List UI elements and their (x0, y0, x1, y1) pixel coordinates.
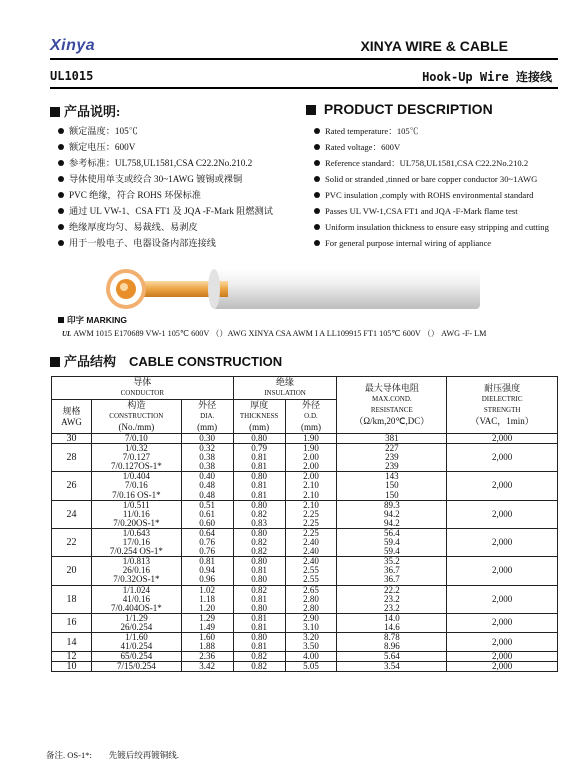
construction-cell: 1/1.29 26/0.254 (91, 613, 181, 632)
dia-cell: 0.51 0.61 0.60 (181, 500, 233, 528)
description-item: PVC insulation ,comply with ROHS environmental standard (314, 187, 549, 203)
subheader-rule (50, 87, 558, 89)
description-item: 额定电压：600V (58, 139, 273, 155)
od-cell: 4.00 (285, 652, 337, 662)
wire-illustration (104, 265, 482, 313)
bullet-icon (58, 208, 64, 214)
resistance-cell: 143 150 150 (337, 472, 447, 500)
bullet-icon (58, 128, 64, 134)
dia-cell: 3.42 (181, 662, 233, 672)
description-cn-list (58, 123, 273, 251)
table-body (52, 434, 558, 672)
dia-header: 外径 DIA. (mm) (181, 400, 233, 434)
product-subtitle: Hook-Up Wire 连接线 (422, 70, 552, 84)
marking-text: UL AWM 1015 E170689 VW-1 105℃ 600V （）AWG XINYA CSA AWM I A LL109915 FT1 105℃ 600V （） AWG -F- LM (62, 329, 487, 338)
bullet-icon (314, 208, 320, 214)
strength-cell: 2,000 (447, 662, 558, 672)
bullet-icon (58, 240, 64, 246)
resistance-cell: 3.54 (337, 662, 447, 672)
awg-cell: 30 (52, 434, 92, 444)
thickness-cell: 0.80 0.82 0.82 (233, 528, 285, 556)
header-rule (50, 58, 558, 60)
description-item: Rated temperature：105℃ (314, 123, 549, 139)
description-en-heading: PRODUCT DESCRIPTION (306, 101, 493, 117)
strength-cell: 2,000 (447, 585, 558, 613)
dia-cell: 0.81 0.94 0.96 (181, 557, 233, 585)
thickness-cell: 0.79 0.81 0.81 (233, 444, 285, 472)
strength-cell: 2,000 (447, 528, 558, 556)
bullet-icon (314, 176, 320, 182)
description-item: Rated voltage：600V (314, 139, 549, 155)
resistance-header: 最大导体电阻 MAX.COND. RESISTANCE （Ω/km,20℃,DC） (337, 377, 447, 434)
bullet-icon (58, 176, 64, 182)
awg-cell: 22 (52, 528, 92, 556)
resistance-cell: 227 239 239 (337, 444, 447, 472)
table-row (52, 632, 558, 651)
od-cell: 1.90 (285, 434, 337, 444)
description-item: 参考标准：UL758,UL1581,CSA C22.2No.210.2 (58, 155, 273, 171)
table-row (52, 613, 558, 632)
bullet-icon (314, 192, 320, 198)
table-row (52, 500, 558, 528)
od-header: 外径 O.D. (mm) (285, 400, 337, 434)
bullet-icon (58, 224, 64, 230)
dia-cell: 0.30 (181, 434, 233, 444)
description-en-list (314, 123, 549, 251)
construction-cell: 65/0.254 (91, 652, 181, 662)
construction-header: 构造 CONSTRUCTION (No./mm) (91, 400, 181, 434)
construction-cell: 1/0.643 17/0.16 7/0.254 OS-1* (91, 528, 181, 556)
strength-cell: 2,000 (447, 652, 558, 662)
awg-cell: 18 (52, 585, 92, 613)
cable-construction-table (51, 376, 558, 672)
dia-cell: 1.60 1.88 (181, 632, 233, 651)
construction-cell: 1/0.32 7/0.127 7/0.127OS-1* (91, 444, 181, 472)
construction-cell: 7/15/0.254 (91, 662, 181, 672)
thickness-header: 厚度 THICKNESS (mm) (233, 400, 285, 434)
resistance-cell: 35.2 36.7 36.7 (337, 557, 447, 585)
thickness-cell: 0.82 0.81 0.80 (233, 585, 285, 613)
awg-header: 规格 AWG (52, 400, 92, 434)
model-number: UL1015 (50, 69, 94, 83)
od-cell: 5.05 (285, 662, 337, 672)
dia-cell: 2.36 (181, 652, 233, 662)
strength-cell: 2,000 (447, 500, 558, 528)
heading-square-icon (58, 317, 64, 323)
construction-cell: 1/1.60 41/0.254 (91, 632, 181, 651)
ul-logo-icon: UL (62, 330, 72, 338)
strength-cell: 2,000 (447, 613, 558, 632)
od-cell: 2.40 2.55 2.55 (285, 557, 337, 585)
brand-logo: Xinya (50, 37, 96, 54)
dia-cell: 0.64 0.76 0.76 (181, 528, 233, 556)
table-row (52, 662, 558, 672)
awg-cell: 26 (52, 472, 92, 500)
bullet-icon (58, 144, 64, 150)
resistance-cell: 89.3 94.2 94.2 (337, 500, 447, 528)
od-cell: 1.90 2.00 2.00 (285, 444, 337, 472)
od-cell: 2.25 2.40 2.40 (285, 528, 337, 556)
table-row (52, 585, 558, 613)
resistance-cell: 56.4 59.4 59.4 (337, 528, 447, 556)
heading-square-icon (50, 107, 60, 117)
awg-cell: 28 (52, 444, 92, 472)
heading-square-icon (50, 357, 60, 367)
resistance-cell: 381 (337, 434, 447, 444)
construction-cell: 1/1.024 41/0.16 7/0.404OS-1* (91, 585, 181, 613)
construction-cell: 1/0.404 7/0.16 7/0.16 OS-1* (91, 472, 181, 500)
conductor-group-header: 导体 CONDUCTOR (52, 377, 234, 400)
description-item: Passes UL VW-1,CSA FT1 and JQA -F-Mark flame test (314, 203, 549, 219)
description-item: 导体使用单支或绞合 30~1AWG 镀锡或裸铜 (58, 171, 273, 187)
bullet-icon (58, 192, 64, 198)
thickness-cell: 0.80 (233, 434, 285, 444)
dia-cell: 1.29 1.49 (181, 613, 233, 632)
table-row (52, 528, 558, 556)
description-item: For general purpose internal wiring of appliance (314, 235, 549, 251)
bullet-icon (314, 144, 320, 150)
heading-square-icon (306, 105, 316, 115)
od-cell: 2.65 2.80 2.80 (285, 585, 337, 613)
od-cell: 2.10 2.25 2.25 (285, 500, 337, 528)
resistance-cell: 22.2 23.2 23.2 (337, 585, 447, 613)
awg-cell: 10 (52, 662, 92, 672)
thickness-cell: 0.80 0.82 0.83 (233, 500, 285, 528)
strength-cell: 2,000 (447, 434, 558, 444)
resistance-cell: 5.64 (337, 652, 447, 662)
insulation-group-header: 绝缘 INSULATION (233, 377, 337, 400)
thickness-cell: 0.81 0.81 (233, 613, 285, 632)
footnote: 备注. OS-1*: 先镀后绞再镀铜线. (46, 750, 179, 760)
table-row (52, 472, 558, 500)
dia-cell: 1.02 1.18 1.20 (181, 585, 233, 613)
bullet-icon (58, 160, 64, 166)
awg-cell: 20 (52, 557, 92, 585)
awg-cell: 14 (52, 632, 92, 651)
table-row (52, 444, 558, 472)
description-item: Uniform insulation thickness to ensure easy stripping and cutting (314, 219, 549, 235)
table-row (52, 652, 558, 662)
description-item: Solid or stranded ,tinned or bare copper conductor 30~1AWG (314, 171, 549, 187)
thickness-cell: 0.80 0.81 0.80 (233, 557, 285, 585)
resistance-cell: 14.0 14.6 (337, 613, 447, 632)
strength-cell: 2,000 (447, 557, 558, 585)
description-item: 额定温度：105℃ (58, 123, 273, 139)
dia-cell: 0.32 0.38 0.38 (181, 444, 233, 472)
table-row (52, 557, 558, 585)
awg-cell: 12 (52, 652, 92, 662)
description-item: PVC 绝缘，符合 ROHS 环保标准 (58, 187, 273, 203)
dia-cell: 0.40 0.48 0.48 (181, 472, 233, 500)
strength-cell: 2,000 (447, 444, 558, 472)
od-cell: 2.00 2.10 2.10 (285, 472, 337, 500)
bullet-icon (314, 128, 320, 134)
resistance-cell: 8.78 8.96 (337, 632, 447, 651)
strength-header: 耐压强度 DIELECTRIC STRENGTH （VAC，1min） (447, 377, 558, 434)
description-item: 绝缘厚度均匀、易裁线、易剥皮 (58, 219, 273, 235)
construction-cell: 7/0.10 (91, 434, 181, 444)
od-cell: 2.90 3.10 (285, 613, 337, 632)
strength-cell: 2,000 (447, 472, 558, 500)
awg-cell: 24 (52, 500, 92, 528)
od-cell: 3.20 3.50 (285, 632, 337, 651)
thickness-cell: 0.82 (233, 662, 285, 672)
description-item: Reference standard：UL758,UL1581,CSA C22.2No.210.2 (314, 155, 549, 171)
company-name: XINYA WIRE & CABLE (360, 38, 508, 54)
insulation-jacket (212, 269, 480, 309)
thickness-cell: 0.80 0.81 (233, 632, 285, 651)
description-item: 用于一般电子、电器设备内部连接线 (58, 235, 273, 251)
thickness-cell: 0.80 0.81 0.81 (233, 472, 285, 500)
construction-cell: 1/0.511 11/0.16 7/0.20OS-1* (91, 500, 181, 528)
construction-cell: 1/0.813 26/0.16 7/0.32OS-1* (91, 557, 181, 585)
bullet-icon (314, 240, 320, 246)
bullet-icon (314, 224, 320, 230)
strength-cell: 2,000 (447, 632, 558, 651)
description-cn-heading: 产品说明: (50, 101, 120, 120)
description-item: 通过 UL VW-1、CSA FT1 及 JQA -F-Mark 阻燃测试 (58, 203, 273, 219)
construction-heading: 产品结构 CABLE CONSTRUCTION (50, 351, 282, 370)
awg-cell: 16 (52, 613, 92, 632)
marking-heading: 印字 MARKING (58, 314, 127, 326)
table-row (52, 434, 558, 444)
thickness-cell: 0.82 (233, 652, 285, 662)
bullet-icon (314, 160, 320, 166)
